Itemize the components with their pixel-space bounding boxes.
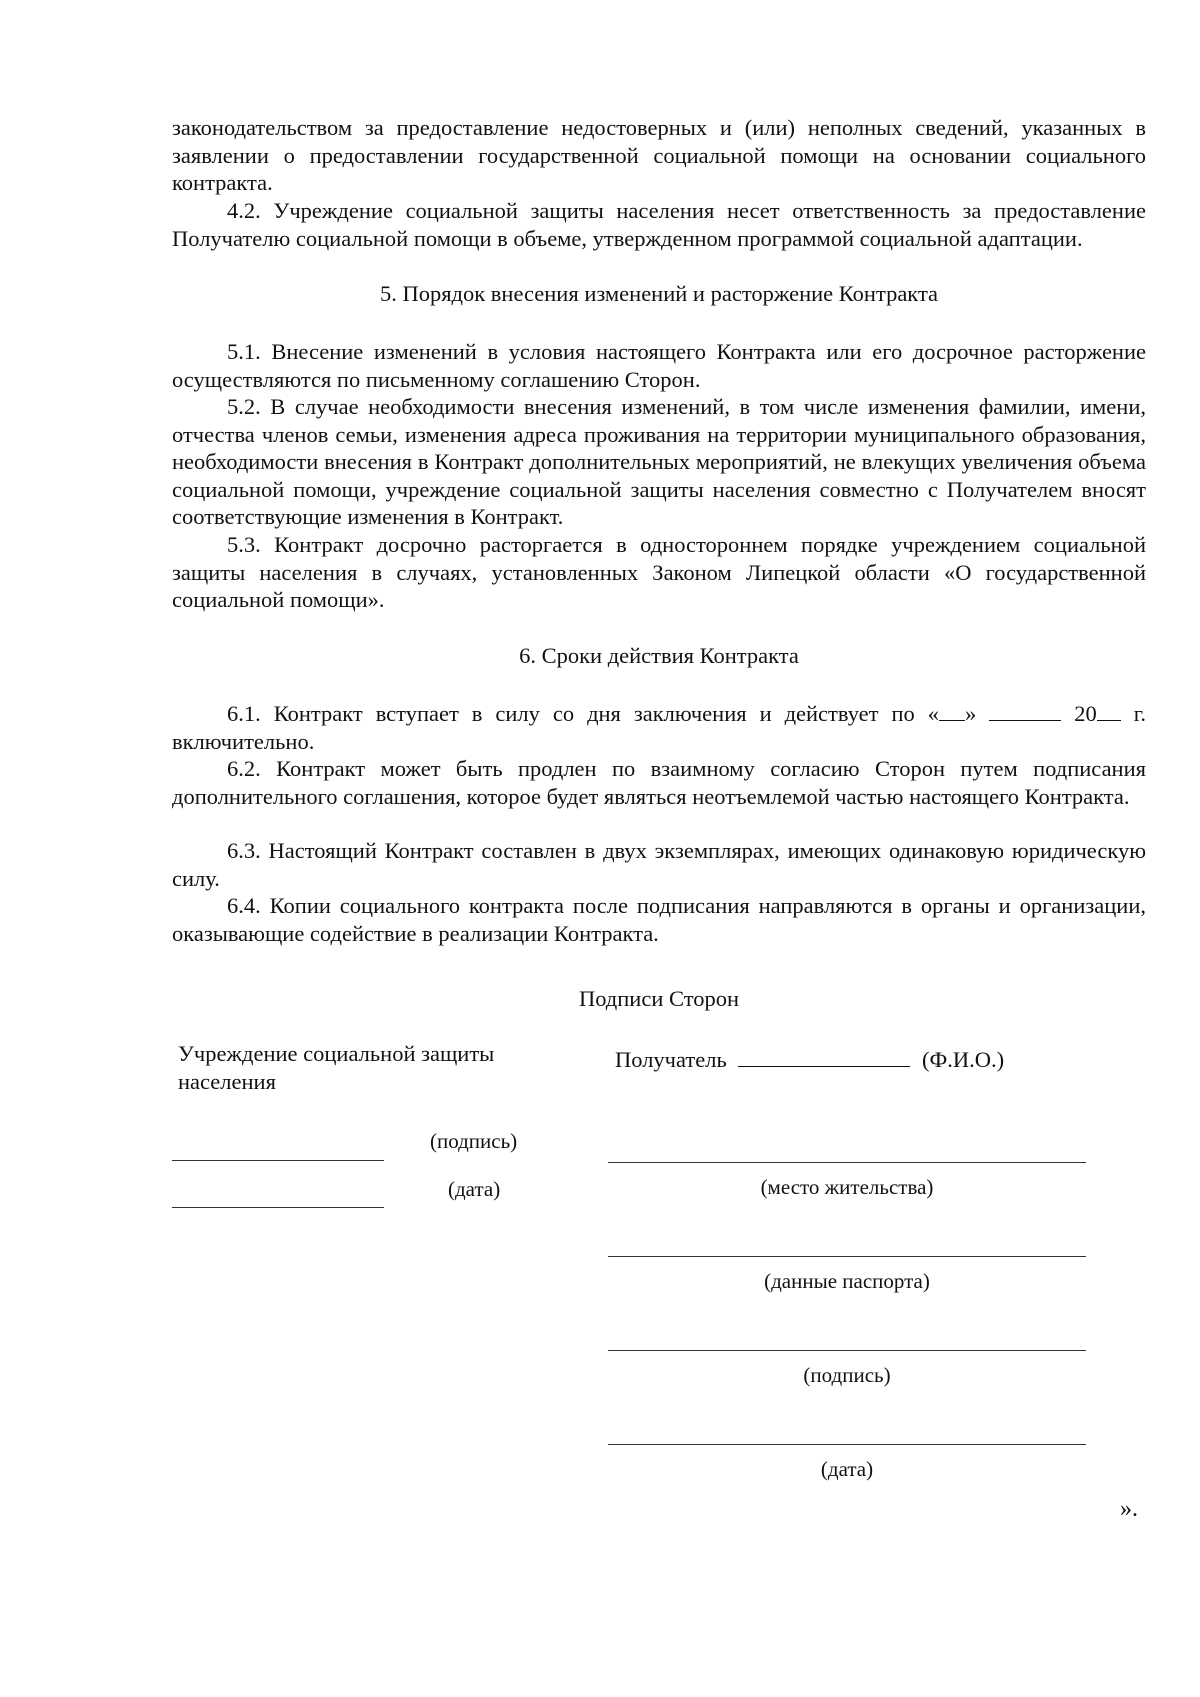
paragraph-5-2: 5.2. В случае необходимости внесения изменений, в том числе изменения фамилии, имени, отчества членов семьи, изменения адреса проживания на территории муниципального образования, необходимости внесения в Контракт дополнительных мероприятий, не влекущих увеличения объема социальной помощи, учреждение социальной защиты населения совместно с Получателем вносят соответствующие изменения в Контракт.	[172, 394, 1146, 529]
inst-date-line	[172, 1207, 384, 1208]
p6-1-start: 6.1. Контракт вступает в силу со дня заключения и действует по «	[227, 701, 939, 726]
month-blank	[989, 700, 1061, 721]
inst-date-label: (дата)	[448, 1177, 501, 1201]
recipient-name-blank	[738, 1046, 910, 1067]
closing-quote: ».	[1120, 1496, 1138, 1522]
signatures-title: Подписи Сторон	[578, 986, 740, 1011]
paragraph-6-3: 6.3. Настоящий Контракт составлен в двух экземплярах, имеющих одинаковую юридическую силу.	[172, 838, 1146, 891]
institution-label: Учреждение социальной защиты населения	[178, 1041, 495, 1094]
paragraph-6-2: 6.2. Контракт может быть продлен по взаимному согласию Сторон путем подписания дополнительного соглашения, которое будет являться неотъемлемой частью настоящего Контракта.	[172, 756, 1146, 809]
year-blank	[1097, 700, 1121, 721]
recipient-signature-label: (подпись)	[803, 1363, 891, 1387]
inst-signature-line	[172, 1160, 384, 1161]
recipient-row	[615, 1046, 1004, 1073]
recipient-fio: (Ф.И.О.)	[921, 1047, 1005, 1072]
recipient-date-line	[608, 1444, 1086, 1445]
section6-title: 6. Сроки действия Контракта	[519, 643, 799, 668]
passport-line	[608, 1256, 1086, 1257]
paragraph-6-1	[172, 700, 1146, 755]
paragraph-4-2: 4.2. Учреждение социальной защиты населения несет ответственность за предоставление Получателю социальной помощи в объеме, утвержденном программой социальной адаптации.	[172, 198, 1146, 251]
section4-continuation: законодательством за предоставление недостоверных и (или) неполных сведений, указанных в заявлении о предоставлении государственной социальной помощи на основании социального контракта.	[172, 115, 1146, 195]
passport-label: (данные паспорта)	[764, 1269, 930, 1293]
paragraph-5-3: 5.3. Контракт досрочно расторгается в одностороннем порядке учреждением социальной защиты населения в случаях, установленных Законом Липецкой области «О государственной социальной помощи».	[172, 532, 1146, 612]
day-blank	[939, 700, 965, 721]
residence-line	[608, 1162, 1086, 1163]
recipient-label: Получатель	[615, 1047, 727, 1072]
recipient-signature-line	[608, 1350, 1086, 1351]
p6-1-end: г. включительно.	[172, 701, 1147, 754]
paragraph-6-4: 6.4. Копии социального контракта после подписания направляются в органы и организации, оказывающие содействие в реализации Контракта.	[172, 893, 1146, 946]
paragraph-5-1: 5.1. Внесение изменений в условия настоящего Контракта или его досрочное расторжение осуществляются по письменному соглашению Сторон.	[172, 339, 1146, 392]
section5-title: 5. Порядок внесения изменений и расторжение Контракта	[379, 281, 939, 306]
inst-signature-label: (подпись)	[430, 1129, 518, 1153]
p6-1-year: 20	[1074, 701, 1097, 726]
recipient-date-label: (дата)	[820, 1457, 874, 1481]
residence-label: (место жительства)	[760, 1175, 934, 1199]
p6-1-mid: »	[965, 701, 977, 726]
